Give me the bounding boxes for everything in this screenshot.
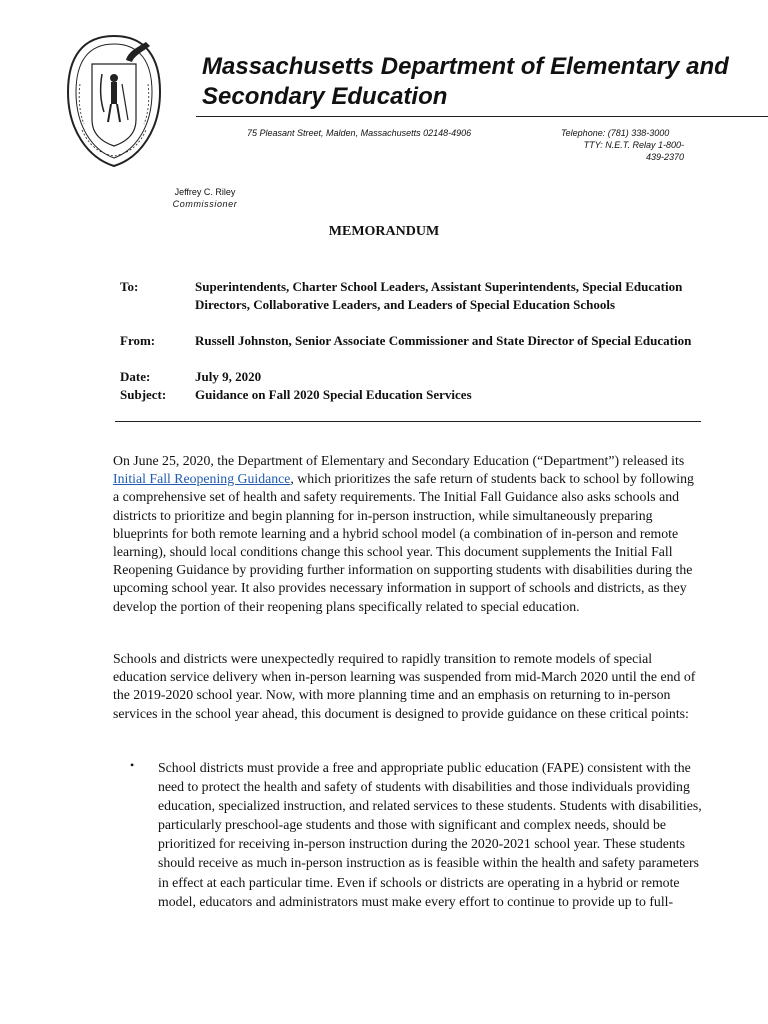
memo-from-value: Russell Johnston, Senior Associate Commissioner and State Director of Special Education <box>195 333 692 348</box>
agency-name: Massachusetts Department of Elementary and Secondary Education <box>202 53 729 110</box>
memo-to-value: Superintendents, Charter School Leaders, Assistant Superintendents, Special Education Directors, Collaborative Leaders, and Leaders of Special Education Schools <box>195 279 683 312</box>
p1-text-end: , which prioritizes the safe return of students back to school by following a comprehensive set of health and safety requirements. The Initial Fall Guidance also asks schools and districts to prioritize and begin planning for in-person instruction, while simultaneously preparing blueprints for both remote learning and a hybrid school model (a combination of in-person and remote learning), should local conditions change this school year. This document supplements the Initial Fall Reopening Guidance by providing further information on supporting students with disabilities during the upcoming school year. It also provides necessary information in support of schools and districts, as they develop the portion of their reopening plans specifically related to special education. <box>113 471 694 614</box>
bullet-item-1: School districts must provide a free and appropriate public education (FAPE) consistent with the need to protect the health and safety of students with disabilities and those individuals providing education, specialized instruction, and related services to these students. Students with disabilities, particularly preschool-age students and those with significant and complex needs, should be prioritized for receiving in-person instruction during the 2020-2021 school year. These students should receive as much in-person instruction as is feasible within the health and safety parameters in effect at each particular time. Even if schools or districts are operating in a hybrid or remote model, educators and administrators must make every effort to continue to provide up to full- <box>158 760 702 909</box>
memo-subject-row <box>120 386 700 404</box>
memo-subject-value: Guidance on Fall 2020 Special Education Services <box>195 387 472 402</box>
memo-date-label: Date: <box>120 369 151 384</box>
commissioner-title: Commissioner <box>172 199 238 209</box>
letterhead-rule <box>196 116 768 117</box>
memo-to-label: To: <box>120 279 139 294</box>
memo-date-row <box>120 368 700 386</box>
bullet-marker: • <box>130 758 135 772</box>
memo-from-row <box>120 332 700 350</box>
address: 75 Pleasant Street, Malden, Massachusetts 02148-4906 <box>247 128 472 138</box>
body-paragraph-1 <box>113 452 703 616</box>
header-divider <box>115 421 701 422</box>
commissioner-block <box>160 186 250 210</box>
telephone: Telephone: (781) 338-3000 <box>561 128 670 138</box>
memo-from-label: From: <box>120 333 156 348</box>
tty-relay: TTY: N.E.T. Relay 1-800-439-2370 <box>583 140 684 162</box>
memo-date-value: July 9, 2020 <box>195 369 262 384</box>
p1-text-start: On June 25, 2020, the Department of Elementary and Secondary Education (“Department”) released its <box>113 453 685 468</box>
memo-to-row <box>120 278 700 314</box>
memo-subject-label: Subject: <box>120 387 167 402</box>
body-paragraph-2: Schools and districts were unexpectedly required to rapidly transition to remote models of special education service delivery when in-person learning was suspended from mid-March 2020 until the end of the 2019-2020 school year. Now, with more planning time and an emphasis on returning to in-person services in the school year ahead, this document is designed to provide guidance on these critical points: <box>113 651 696 721</box>
massachusetts-state-seal-icon <box>62 30 166 170</box>
commissioner-name: Jeffrey C. Riley <box>174 187 236 197</box>
memo-title: MEMORANDUM <box>328 224 440 239</box>
initial-fall-reopening-guidance-link[interactable]: Initial Fall Reopening Guidance <box>113 471 291 487</box>
